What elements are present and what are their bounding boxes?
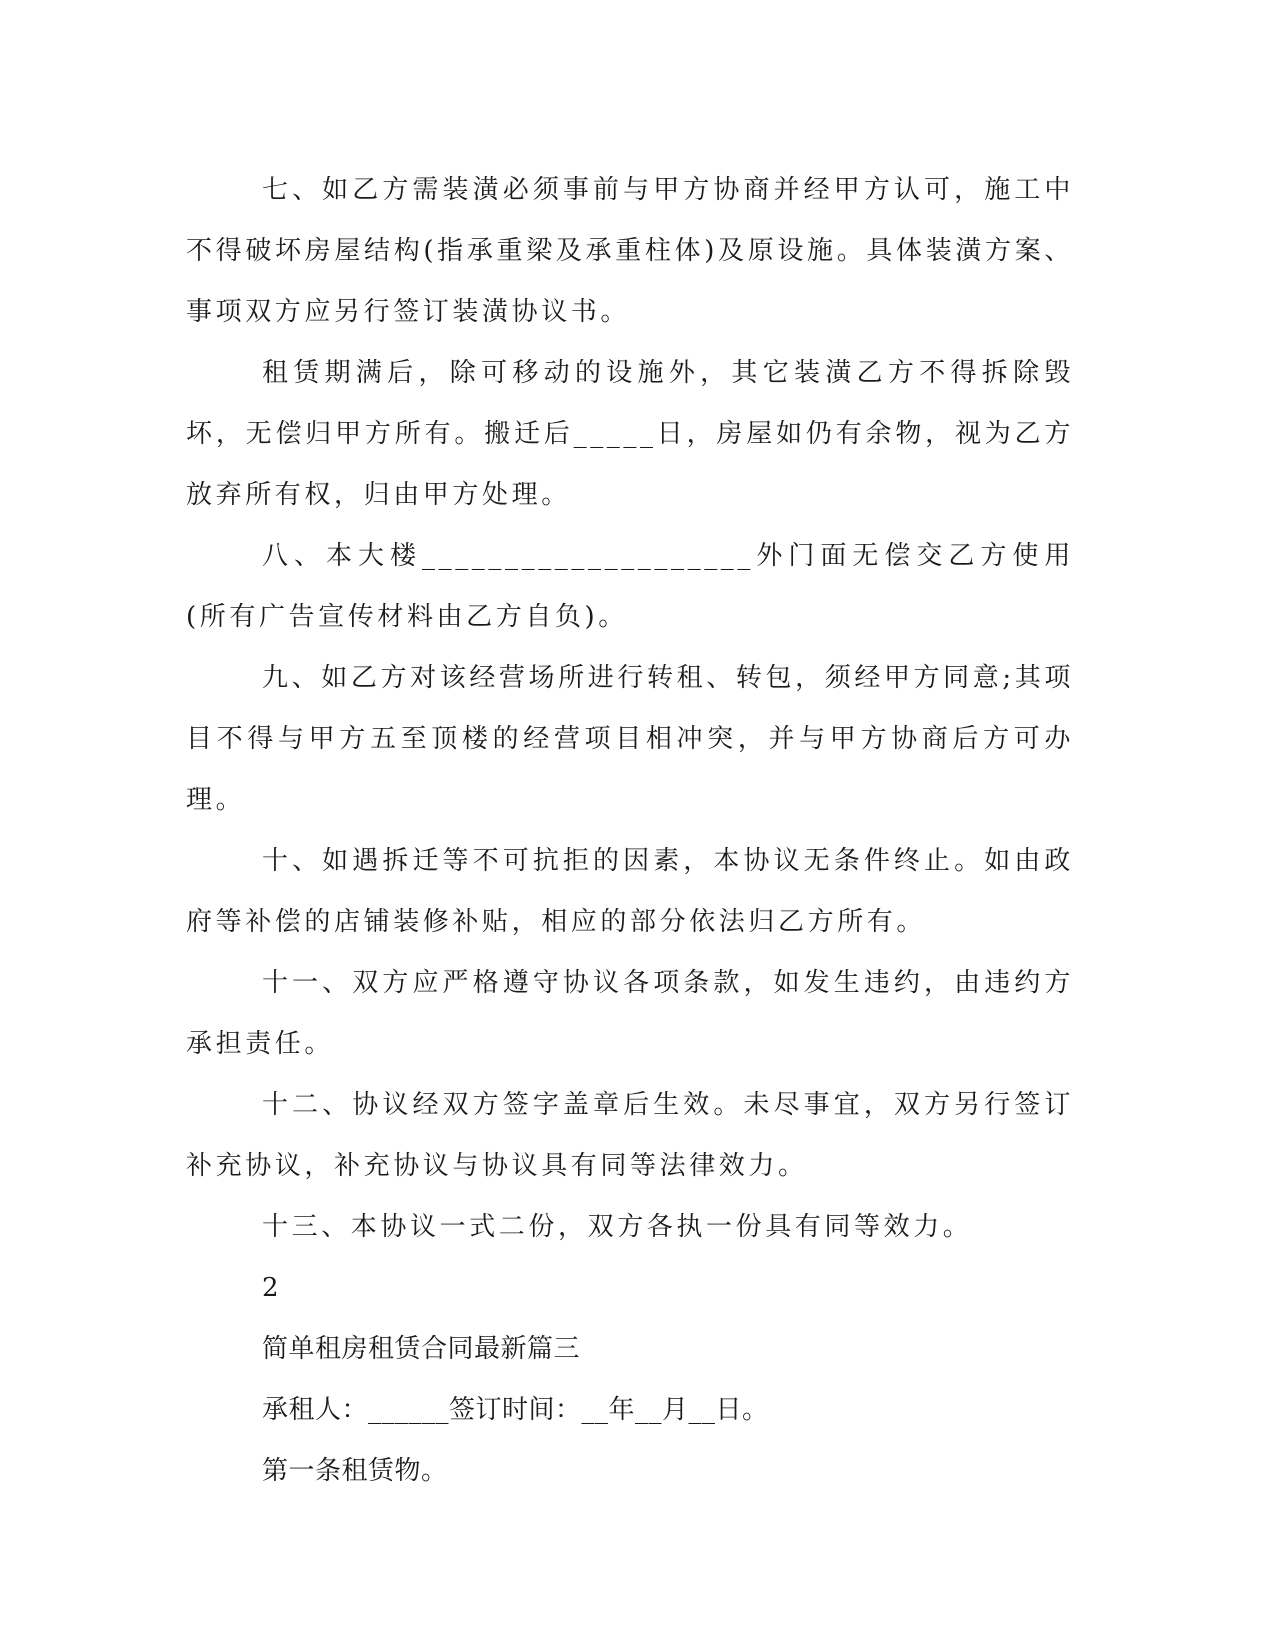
section-number: 2 — [262, 1273, 280, 1303]
document-body — [186, 160, 1074, 1502]
clause-9-paragraph: 九、如乙方对该经营场所进行转租、转包，须经甲方同意;其项目不得与甲方五至顶楼的经营项目相冲突，并与甲方协商后方可办理。 — [186, 663, 1074, 815]
section-title: 简单租房租赁合同最新篇三 — [262, 1334, 581, 1364]
clause-10-paragraph: 十、如遇拆迁等不可抗拒的因素，本协议无条件终止。如由政府等补偿的店铺装修补贴，相应的部分依法归乙方所有。 — [186, 846, 1074, 937]
clause-8-paragraph: 八、本大楼____________________外门面无偿交乙方使用(所有广告宣传材料由乙方自负)。 — [186, 541, 1074, 632]
clause-7-paragraph: 七、如乙方需装潢必须事前与甲方协商并经甲方认可，施工中不得破坏房屋结构(指承重梁及承重柱体)及原设施。具体装潢方案、事项双方应另行签订装潢协议书。 — [186, 175, 1074, 327]
clause-12-paragraph: 十二、协议经双方签字盖章后生效。未尽事宜，双方另行签订补充协议，补充协议与协议具有同等法律效力。 — [186, 1090, 1074, 1181]
lessee-signing-line: 承租人：______签订时间：__年__月__日。 — [262, 1395, 769, 1425]
lease-expiry-paragraph: 租赁期满后，除可移动的设施外，其它装潢乙方不得拆除毁坏，无偿归甲方所有。搬迁后_____日，房屋如仍有余物，视为乙方放弃所有权，归由甲方处理。 — [186, 358, 1074, 510]
clause-1-title: 第一条租赁物。 — [262, 1456, 448, 1486]
clause-11-paragraph: 十一、双方应严格遵守协议各项条款，如发生违约，由违约方承担责任。 — [186, 968, 1074, 1059]
clause-13-paragraph: 十三、本协议一式二份，双方各执一份具有同等效力。 — [262, 1212, 973, 1242]
